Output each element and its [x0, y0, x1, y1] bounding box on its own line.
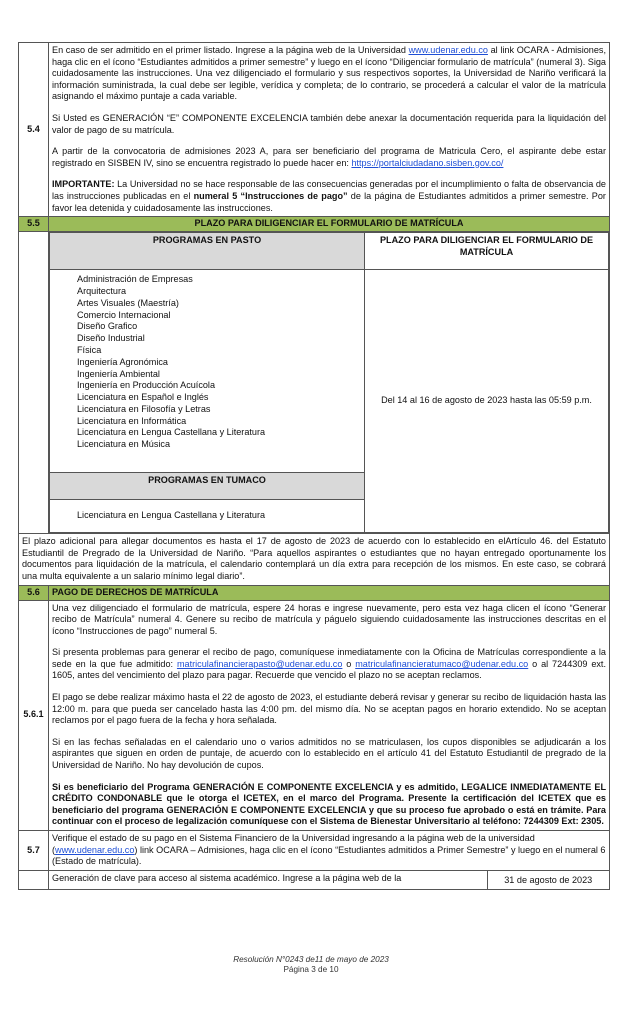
text: Verifique el estado de su pago en el Sistema Financiero de la Universidad ingresando a la página web de la universidad ( — [52, 833, 535, 855]
page-footer — [0, 955, 622, 975]
program-item: Diseño Grafico — [77, 321, 138, 332]
text: Si presenta problemas para generar el recibo de pago, comuníquese inmediatamente con la Oficina de Matrículas correspondiente a la sede en la que fue admitido: — [52, 647, 606, 669]
empty-cell — [19, 232, 49, 534]
clave-date: 31 de agosto de 2023 — [504, 874, 593, 885]
text: ) link OCARA – Admisiones, haga clic en el ícono “Estudiantes admitidos a Primer Semestre” y luego en el numeral 6 (Estado de matrícula). — [52, 844, 606, 867]
tumaco-email-link[interactable]: matriculafinancieratumaco@udenar.edu.co — [355, 658, 529, 669]
section-5-4-body — [49, 43, 610, 217]
text: A partir de la convocatoria de admisiones 2023 A, para ser beneficiario del programa de Matricula Cero, el aspirante debe estar registrado en SISBEN IV, sino se encuentra registrado lo puede hacer en: — [52, 146, 606, 168]
paragraph — [52, 45, 606, 103]
paragraph: El pago se debe realizar máximo hasta el 22 de agosto de 2023, el estudiante deberá revisar y generar su recibo de liquidación hasta las 12:00 m. para que pueda ser cancelado hasta las 4:00 pm. del mismo día. No se aceptan pagos en horario extendido. No se aceptan reclamos por el pago fuera de la fecha y hora señalada. — [52, 692, 606, 726]
section-5-8-body — [49, 870, 610, 889]
section-number: 5.5 — [19, 217, 49, 232]
udenar-link[interactable]: www.udenar.edu.co — [408, 45, 488, 55]
page-number: Página 3 de 10 — [283, 965, 339, 974]
section-title: PLAZO PARA DILIGENCIAR EL FORMULARIO DE MATRÍCULA — [49, 217, 610, 232]
clave-text: Generación de clave para acceso al sistema académico. Ingrese a la página web de la — [49, 871, 487, 889]
paragraph — [52, 179, 606, 214]
udenar-link[interactable]: www.udenar.edu.co — [55, 844, 135, 855]
text: En caso de ser admitido en el primer listado. Ingrese a la página web de la Universidad — [52, 45, 409, 55]
section-number: 5.6.1 — [19, 600, 49, 831]
sisben-link[interactable]: https://portalciudadano.sisben.gov.co/ — [351, 157, 504, 168]
section-number: 5.6 — [19, 585, 49, 600]
admissions-table — [18, 42, 610, 890]
partial-table — [49, 871, 609, 889]
program-item: Licenciatura en Lengua Castellana y Literatura — [77, 510, 266, 521]
text: o — [342, 658, 356, 669]
program-item: Licenciatura en Filosofía y Letras — [77, 403, 211, 414]
extra-time-note-row — [19, 534, 610, 585]
paragraph — [52, 647, 606, 682]
deadline-value: Del 14 al 16 de agosto de 2023 hasta las 05:59 p.m. — [365, 270, 609, 533]
section-5-4-row — [19, 43, 610, 217]
section-5-5-row — [19, 232, 610, 534]
program-item: Licenciatura en Lengua Castellana y Literatura — [77, 427, 266, 438]
program-item: Arquitectura — [77, 285, 127, 296]
text: numeral 5 “Instrucciones de pago” — [193, 190, 348, 201]
programs-tumaco-list — [50, 500, 365, 533]
program-item: Ingeniería Agronómica — [77, 356, 168, 367]
text: al link OCARA - Admisiones, haga clic en el ícono “Estudiantes admitidos a primer semestre” y luego en el ícono “Diligenciar formulario de matrícula” (numeral 3). Siga cuidadosamente las instrucciones. Una vez diligenciado el formulario y sus respectivos soportes, la Universidad de Nariño verificará la información suministrada, la cual debe ser legible, verídica y completa; de lo contrario, se procederá a calcular el valor de la matrícula asignando el máximo puntaje a cada variable. — [52, 45, 606, 102]
section-5-7-body — [49, 831, 610, 871]
pasto-email-link[interactable]: matriculafinancierapasto@udenar.edu.co — [176, 658, 343, 669]
paragraph: Si en las fechas señaladas en el calendario uno o varios admitidos no se matriculasen, los cupos disponibles se adjudicarán a los aspirantes que siguen en orden de puntaje, de acuerdo con lo establecido en el artículo 41 del Estatuto Estudiantil de pregrado de la Universidad de Nariño. No hay devolución de cupos. — [52, 736, 606, 771]
program-item: Ingeniería en Producción Acuícola — [77, 380, 216, 391]
program-item: Licenciatura en Informática — [77, 415, 187, 426]
resolution-text: Resolución N°0243 de11 de mayo de 2023 — [233, 955, 389, 964]
section-5-8-row — [19, 870, 610, 889]
program-item: Administración de Empresas — [77, 274, 193, 285]
text: de la página de Estudiantes admitidos a primer semestre. Por favor lea detenida y cuidadosamente las instrucciones. — [52, 190, 606, 213]
program-item: Licenciatura en Español e Inglés — [77, 392, 209, 403]
program-item: Diseño Industrial — [77, 333, 145, 344]
program-item: Licenciatura en Música — [77, 439, 171, 450]
document-page — [18, 42, 610, 890]
deadline-header: PLAZO PARA DILIGENCIAR EL FORMULARIO DE MATRÍCULA — [365, 233, 609, 270]
text: La Universidad no se hace responsable de las consecuencias generadas por el incumplimiento o falta de observancia de las instrucciones publicadas en el — [52, 179, 606, 201]
important-label: IMPORTANTE: — [52, 179, 115, 190]
paragraph: Si Usted es GENERACIÓN “E” COMPONENTE EXCELENCIA también debe anexar la documentación requerida para la liquidación del valor de pago de su matrícula. — [52, 112, 606, 135]
programs-pasto-header: PROGRAMAS EN PASTO — [50, 233, 365, 270]
section-5-7-row — [19, 831, 610, 871]
section-5-6-1-row — [19, 600, 610, 831]
paragraph: Si es beneficiario del Programa GENERACIÓN E COMPONENTE EXCELENCIA y es admitido, LEGALICE INMEDIATAMENTE EL CRÉDITO CONDONABLE que le otorga el ICETEX, en el marco del Programa. Presente la certificación del ICETEX que es beneficiario del programa GENERACIÓN E COMPONENTE EXCELENCIA y que su proceso fue aprobado o está en trámite. Para continuar con el proceso de legalización comuníquese con el Sistema de Bienestar Universitario al teléfono: 7244309 Ext: 2305. — [52, 781, 606, 827]
section-number: 5.4 — [19, 43, 49, 217]
empty-cell — [19, 870, 49, 889]
program-item: Ingeniería Ambiental — [77, 368, 160, 379]
program-item: Física — [77, 344, 102, 355]
paragraph — [52, 146, 606, 169]
schedule-cell — [49, 232, 610, 534]
section-5-6-header — [19, 585, 610, 600]
program-item: Comercio Internacional — [77, 309, 171, 320]
programs-pasto-list — [50, 270, 365, 473]
section-5-5-header — [19, 217, 610, 232]
program-item: Artes Visuales (Maestría) — [77, 297, 179, 308]
programs-tumaco-header: PROGRAMAS EN TUMACO — [50, 473, 365, 500]
extra-time-note: El plazo adicional para allegar documentos es hasta el 17 de agosto de 2023 de acuerdo con lo establecido en elArtículo 46. del Estatuto Estudiantil de Pregrado de la Universidad de Nariño. “Para aquellos aspirantes o estudiantes que no hayan entregado oportunamente los documentos para liquidación de la matrícula, el calendario contemplará un día extra para recepción de los mismos. En este caso, se cobrará una multa equivalente a un salario mínimo legal diario”. — [19, 534, 610, 585]
section-5-6-1-body — [49, 600, 610, 831]
text: o al 7244309 ext. 1605, antes del vencimiento del plazo para pagar. Recuerde que vencido el plazo no se aceptan reclamos. — [52, 658, 606, 681]
section-title: PAGO DE DERECHOS DE MATRÍCULA — [49, 585, 610, 600]
section-number: 5.7 — [19, 831, 49, 871]
programs-table — [49, 232, 609, 533]
paragraph: Una vez diligenciado el formulario de matrícula, espere 24 horas e ingrese nuevamente, pero esta vez haga clicen el ícono “Generar recibo de Matrícula” numeral 4. Genere su recibo de matrícula y páguelo siguiendo cuidadosamente las instrucciones descritas en el ícono “Instrucciones de pago” numeral 5. — [52, 602, 606, 636]
